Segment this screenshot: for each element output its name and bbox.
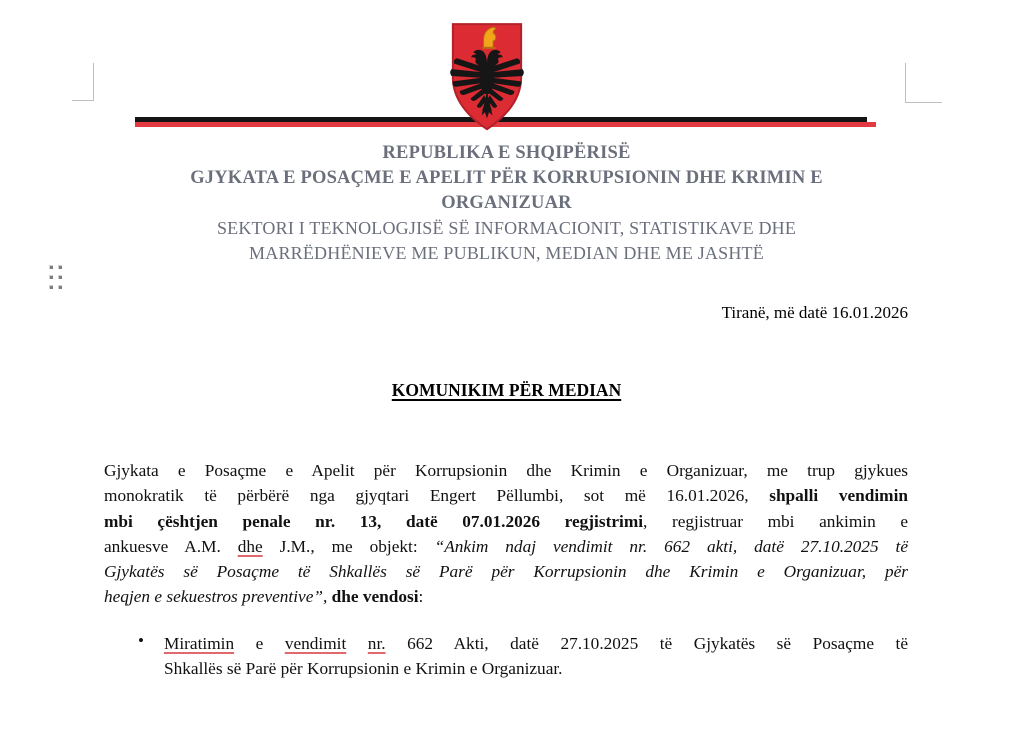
dateline: Tiranë, më datë 16.01.2026 [721,303,908,322]
text-line: Miratimin e vendimit nr. 662 Akti, datë 27.10.2025 të Gjykatës së Posaçme të [164,634,909,653]
text-boundary-mark-top-right-horizontal [905,102,942,103]
bullet-item [164,631,908,682]
document-title [0,380,1013,401]
document-title-text: KOMUNIKIM PËR MEDIAN [391,380,622,400]
text-line: Shkallës së Parë për Korrupsionin e Krimin e Organizuar. [164,659,563,679]
albania-coat-of-arms-icon [446,20,528,136]
spellcheck-underlined-word: vendimit [284,634,347,653]
text-boundary-mark-top-right-vertical [905,63,906,103]
text-line: Gjykatës së Posaçme të Shkallës së Parë për Korrupsionin dhe Krimin e Organizuar, për [104,562,908,582]
drag-handle-icon[interactable] [49,265,62,289]
eagle-body [480,66,494,95]
text-line: heqjen e sekuestros preventive”, dhe vendosi: [104,587,424,607]
spellcheck-underlined-word: nr. [367,634,386,653]
letterhead-line: SEKTORI I TEKNOLOGJISË SË INFORMACIONIT, STATISTIKAVE DHE [216,218,797,238]
letterhead-line: MARRËDHËNIEVE ME PUBLIKUN, MEDIAN DHE ME JASHTË [249,243,764,263]
text-line: ankuesve A.M. dhe J.M., me objekt: “Ankim ndaj vendimit nr. 662 akti, datë 27.10.2025 të [104,536,908,556]
letterhead-line: GJYKATA E POSAÇME E APELIT PËR KORRUPSIONIN DHE KRIMIN E [190,168,823,188]
bullet-marker: • [138,631,144,650]
letterhead-line: REPUBLIKA E SHQIPËRISË [382,143,631,163]
letterhead-line: ORGANIZUAR [441,193,572,213]
spellcheck-underlined-word: dhe [237,536,263,556]
letterhead [0,141,1013,266]
text-boundary-mark-top-left-horizontal [72,100,94,101]
body-paragraph [104,458,908,610]
text-line: mbi çështjen penale nr. 13, datë 07.01.2026 regjistrimi, regjistruar mbi ankimin e [104,511,908,531]
text-line: monokratik të përbërë nga gjyqtari Engert Pëllumbi, sot më 16.01.2026, shpalli vendimin [104,486,908,506]
text-boundary-mark-top-left-vertical [93,63,94,101]
spellcheck-underlined-word: Miratimin [164,634,235,653]
text-line: Gjykata e Posaçme e Apelit për Korrupsionin dhe Krimin e Organizuar, me trup gjykues [104,461,908,480]
